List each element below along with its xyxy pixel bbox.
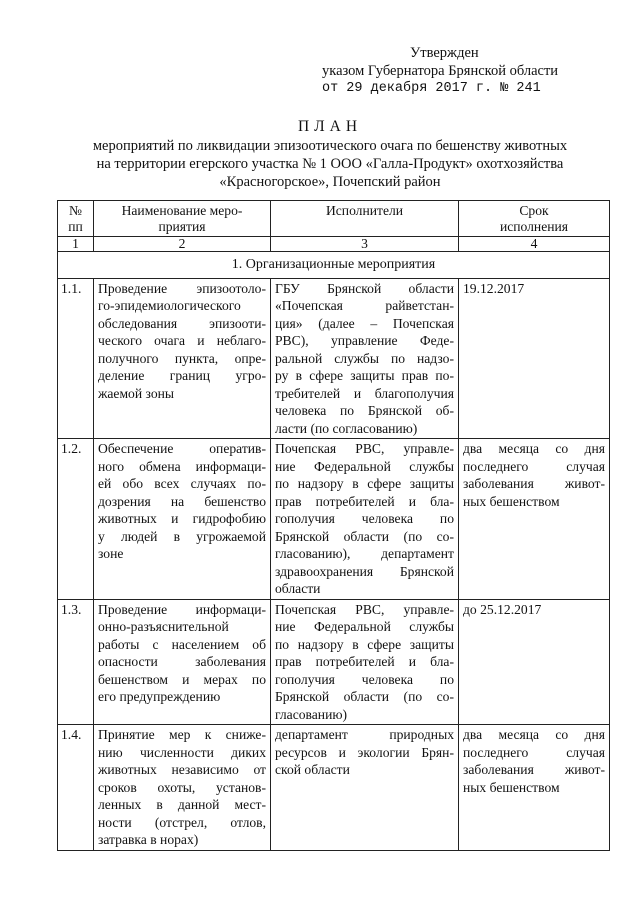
header-num [58,201,94,237]
cell-text-line: жаемой зоны [98,385,175,401]
executors [271,725,459,851]
cell-text-line: Почепская РВС, управле- [275,601,454,617]
cell-text-line: гласованию), департамент [275,546,454,561]
column-number-row [58,237,610,252]
cell-text-line: ция» (далее – Почепская [275,315,454,331]
cell-text-line: по надзору в сфере защиты [275,476,454,491]
cell-text-line: гласованию) [275,706,348,722]
cell-text-line: обследования эпизооти- [98,315,266,331]
cell-text-line: ленных в данной мест- [98,797,266,812]
plan-table [57,200,610,851]
approval-stamp [322,44,558,98]
cell-text-line: ных бешенством [463,493,560,509]
approval-line-3: от 29 декабря 2017 г. № 241 [322,81,541,96]
cell-text-line: прав потребителей и бла- [275,493,454,509]
cell-text-line: Брянской области (по со- [275,689,454,704]
cell-text-line: затравка в норах) [98,832,199,847]
cell-text-line: ресурсов и экологии Брян- [275,744,454,760]
cell-text-line: гополучия человека по [275,511,454,526]
deadline [459,439,610,600]
executors [271,439,459,600]
cell-text-line: РВС), управление Феде- [275,333,454,348]
cell-text-line: его предупреждению [98,689,221,704]
row-number: 1.1. [58,278,94,439]
cell-text-line: ру в сфере защиты прав по- [275,368,454,383]
cell-text-line: Проведение информаци- [98,601,266,617]
cell-text-line: прав потребителей и бла- [275,654,454,669]
table-header-row [58,201,610,237]
cell-text-line: ской области [275,762,350,777]
cell-text-line: ей обо всех случаях по- [98,476,266,491]
measure-name [94,439,271,600]
cell-text-line: департамент природных [275,727,454,742]
header-name [94,201,271,237]
cell-text-line: бешенством и мерах по [98,671,266,687]
cell-text-line: исполнения [499,219,569,234]
column-number: 2 [94,237,271,252]
cell-text-line: го-эпидемиологического [98,298,241,313]
deadline [459,599,610,725]
row-number: 1.4. [58,725,94,851]
cell-text-line: два месяца со дня [463,727,605,742]
cell-text-line: сроков охоты, установ- [98,779,266,795]
cell-text-line: Срок [519,203,549,218]
section-row [58,252,610,279]
cell-text-line: «Почепская райветстан- [275,298,454,313]
cell-text-line: человека по Брянской об- [275,403,454,418]
approval-line-2: указом Губернатора Брянской области [322,63,559,79]
cell-text-line: зоне [98,546,124,561]
cell-text-line: дозрения на бешенство [98,493,266,509]
cell-text-line: 19.12.2017 [463,280,525,296]
cell-text-line: ние Федеральной службы [275,619,454,634]
cell-text-line: Наименование меро- [121,203,243,218]
cell-text-line: ласти (по согласованию) [275,420,418,436]
cell-text-line: ческого очага и неблаго- [98,333,266,348]
cell-text-line: Почепская РВС, управле- [275,441,454,456]
row-number: 1.2. [58,439,94,600]
measure-name [94,599,271,725]
deadline [459,725,610,851]
measure-name [94,725,271,851]
cell-text-line: до 25.12.2017 [463,601,542,617]
cell-text-line: области [275,581,321,596]
cell-text-line: Проведение эпизоотоло- [98,280,266,296]
cell-text-line: последнего случая [463,744,605,760]
plan-subtitle-line: на территории егерского участка № 1 ООО «Галла-Продукт» охотхозяйства [96,156,564,172]
plan-subtitle-line: мероприятий по ликвидации эпизоотического очага по бешенству животных [92,138,568,154]
column-number: 1 [58,237,94,252]
cell-text-line: опасности заболевания [98,654,266,669]
cell-text-line: работы с населением об [98,636,266,652]
cell-text-line: у людей в угрожаемой [98,528,266,544]
row-number: 1.3. [58,599,94,725]
cell-text-line: требителей и благополучия [275,385,454,401]
cell-text-line: последнего случая [463,458,605,474]
table-row [58,278,610,439]
cell-text-line: деление границ угро- [98,368,266,383]
table-row [58,439,610,600]
cell-text-line: пп [68,219,83,234]
cell-text-line: приятия [158,219,206,234]
cell-text-line: Исполнители [325,203,404,218]
cell-text-line: заболевания живот- [463,762,605,777]
column-number: 3 [271,237,459,252]
cell-text-line: гополучия человека по [275,671,454,687]
executors [271,599,459,725]
section-title: 1. Организационные мероприятия [58,252,610,279]
cell-text-line: Обеспечение оператив- [98,441,266,456]
cell-text-line: нию численности диких [98,744,266,760]
plan-subtitle-line: «Красногорское», Почепский район [219,174,441,190]
cell-text-line: ности (отстрел, отлов, [98,814,266,830]
executors [271,278,459,439]
cell-text-line: ральной службы по надзо- [275,350,454,366]
cell-text-line: Брянской области (по со- [275,528,454,544]
measure-name [94,278,271,439]
cell-text-line: ние Федеральной службы [275,458,454,474]
table-row [58,599,610,725]
cell-text-line: по надзору в сфере защиты [275,636,454,652]
deadline [459,278,610,439]
cell-text-line: два месяца со дня [463,441,605,456]
cell-text-line: онно-разъяснительной [98,619,229,634]
cell-text-line: № [69,203,82,218]
table-row [58,725,610,851]
plan-title: ПЛАН [297,118,363,135]
header-executors [271,201,459,237]
cell-text-line: здравоохранения Брянской [275,563,454,579]
header-deadline [459,201,610,237]
plan-title-block [40,117,620,191]
cell-text-line: заболевания живот- [463,476,605,491]
cell-text-line: Принятие мер к сниже- [98,727,266,742]
cell-text-line: ных бешенством [463,779,560,795]
cell-text-line: ного обмена информаци- [98,458,266,474]
cell-text-line: ГБУ Брянской области [275,280,454,296]
cell-text-line: получного пункта, опре- [98,350,266,366]
column-number: 4 [459,237,610,252]
cell-text-line: животных и гидрофобию [98,511,266,526]
approval-line-1: Утвержден [410,45,479,61]
cell-text-line: животных независимо от [98,762,266,777]
